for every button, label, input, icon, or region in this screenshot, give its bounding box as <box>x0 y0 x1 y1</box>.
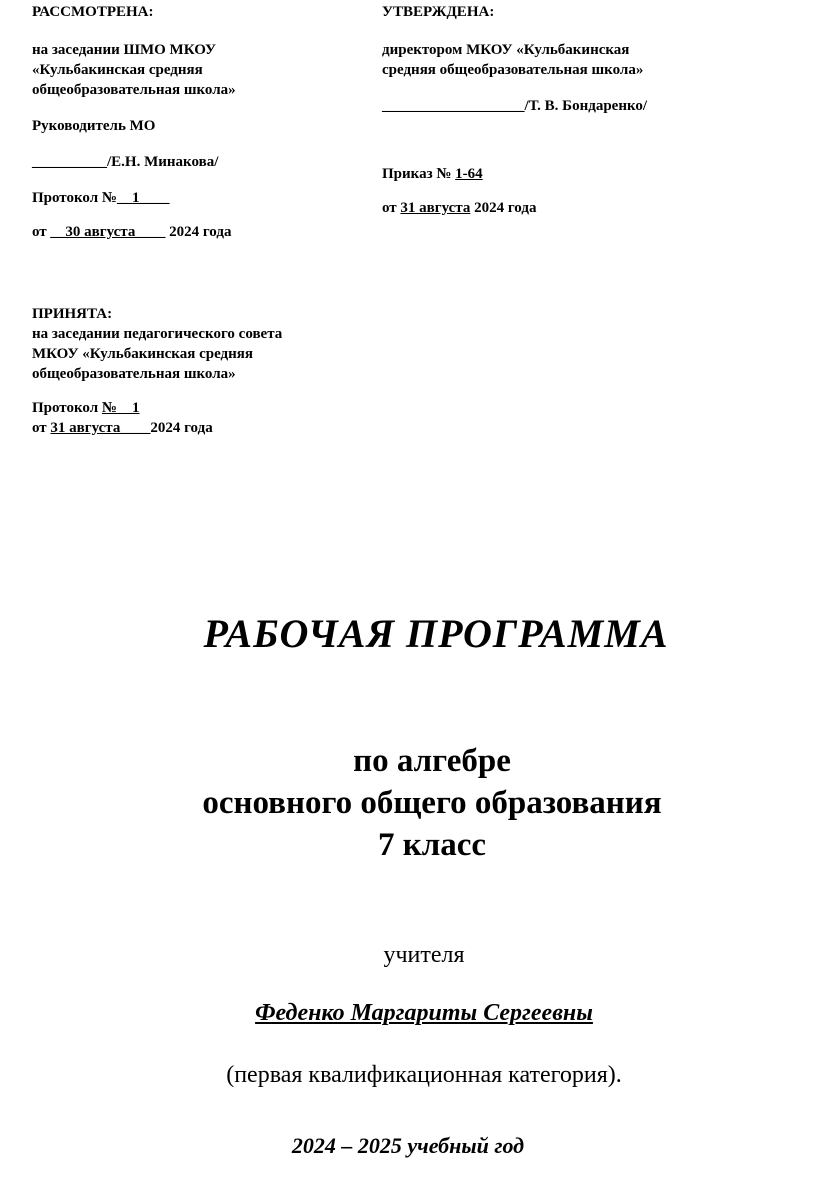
protocol-label: Протокол № <box>32 190 117 206</box>
signature-blank: ___________________ <box>382 98 525 114</box>
reviewed-block <box>32 2 352 242</box>
date-from: от <box>32 420 47 436</box>
protocol-label: Протокол <box>32 400 99 416</box>
reviewed-line3: общеобразовательная школа» <box>32 82 236 98</box>
accepted-protocol <box>32 398 372 418</box>
subject-block <box>24 740 816 866</box>
accepted-heading: ПРИНЯТА: <box>32 306 113 322</box>
accepted-line3: общеобразовательная школа» <box>32 366 236 382</box>
protocol-number: __1____ <box>116 190 170 206</box>
order-label: Приказ № <box>382 166 452 182</box>
subject-line2: основного общего образования <box>202 785 662 821</box>
reviewed-head: Руководитель МО <box>32 118 156 134</box>
date-year: 2024 года <box>474 200 537 216</box>
date-value: __30 августа____ <box>50 224 166 240</box>
signature-blank: __________ <box>32 154 107 170</box>
accepted-date <box>32 418 372 438</box>
teacher-label: учителя <box>383 942 465 968</box>
reviewed-protocol <box>32 188 352 208</box>
teacher-name: Феденко Маргариты Сергеевны <box>255 1000 593 1026</box>
signature-name: /Т. В. Бондаренко/ <box>524 98 648 114</box>
subject-line1: по алгебре <box>353 743 511 779</box>
approved-date <box>382 198 782 218</box>
date-from: от <box>32 224 47 240</box>
reviewed-line2: «Кульбакинская средняя <box>32 62 203 78</box>
order-number: 1-64 <box>455 166 483 182</box>
approved-line1: директором МКОУ «Кульбакинская <box>382 42 630 58</box>
reviewed-date <box>32 222 352 242</box>
accepted-block <box>32 304 372 438</box>
approved-signature <box>382 96 782 116</box>
reviewed-signature <box>32 152 352 172</box>
date-value: 31 августа <box>400 200 471 216</box>
subject-line3: 7 класс <box>377 827 487 863</box>
protocol-number: № 1 <box>101 400 140 416</box>
document-title: РАБОЧАЯ ПРОГРАММА <box>203 611 669 656</box>
qualification-category: (первая квалификационная категория). <box>226 1062 622 1088</box>
date-value: 31 августа____ <box>50 420 151 436</box>
accepted-line2: МКОУ «Кульбакинская средняя <box>32 346 254 362</box>
approved-order <box>382 164 782 184</box>
reviewed-line1: на заседании ШМО МКОУ <box>32 42 217 58</box>
accepted-line1: на заседании педагогического совета <box>32 326 283 342</box>
date-from: от <box>382 200 397 216</box>
school-year: 2024 – 2025 учебный год <box>291 1133 525 1158</box>
signature-name: /Е.Н. Минакова/ <box>107 154 219 170</box>
date-year: 2024 года <box>169 224 232 240</box>
approved-block <box>382 2 782 218</box>
reviewed-heading: РАССМОТРЕНА: <box>32 4 154 20</box>
approved-heading: УТВЕРЖДЕНА: <box>382 4 495 20</box>
approved-line2: средняя общеобразовательная школа» <box>382 62 644 78</box>
date-year: 2024 года <box>150 420 213 436</box>
